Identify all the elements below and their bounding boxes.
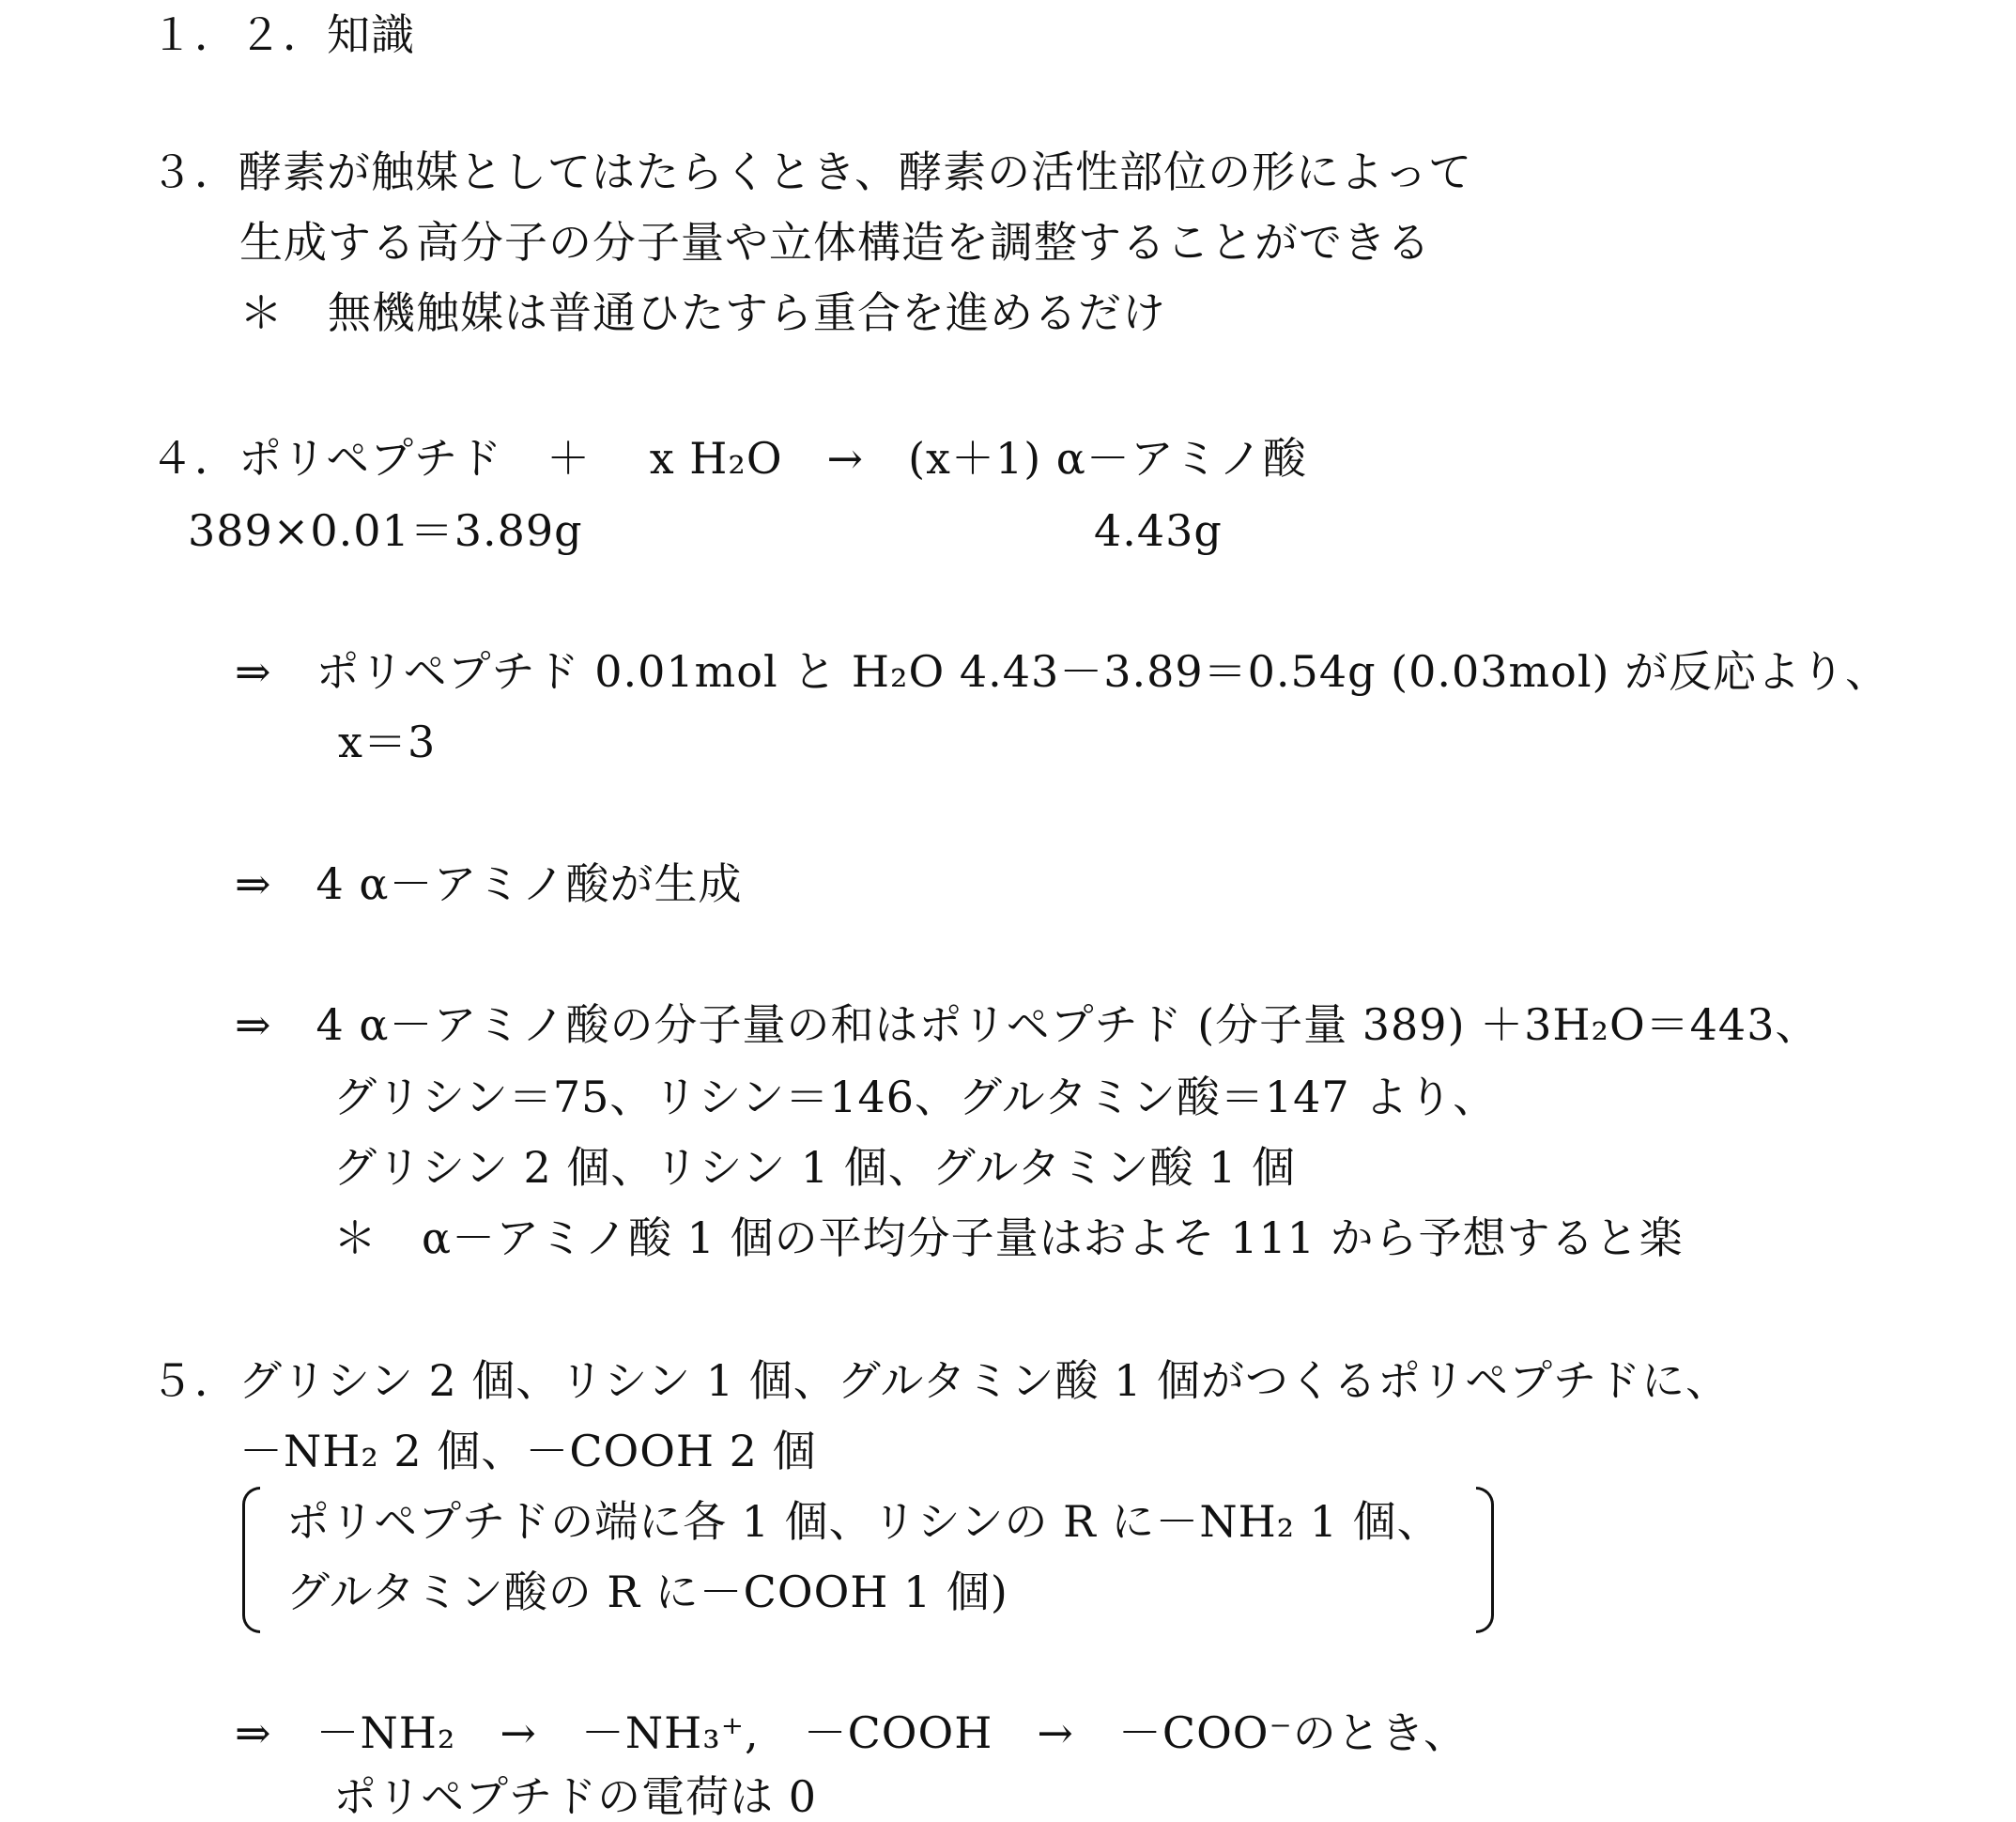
q5-bracket-left [242,1487,260,1633]
q12-line: １．２．知識 [150,9,415,60]
q4-equation: ４．ポリペプチド ＋ x H₂O → (x＋1) α－アミノ酸 [150,433,1307,484]
q4-step1-line-2: x＝3 [338,717,437,767]
q4-step1-line-1: ⇒ ポリペプチド 0.01mol と H₂O 4.43－3.89＝0.54g (0.03mol) が反応より、 [235,646,1890,697]
q4-mass-left: 389×0.01＝3.89g [188,505,583,556]
q4-step3-note: ＊ α－アミノ酸 1 個の平均分子量はおよそ 111 から予想すると楽 [333,1212,1684,1263]
q4-step3-line-2: グリシン＝75、リシン＝146、グルタミン酸＝147 より、 [333,1072,1498,1122]
q5-line-1: ５．グリシン 2 個、リシン 1 個、グルタミン酸 1 個がつくるポリペプチドに、 [150,1355,1731,1406]
q3-note: ＊ 無機触媒は普通ひたすら重合を進めるだけ [239,287,1166,338]
q5-step1-line-1: ⇒ －NH₂ → －NH₃⁺, －COOH → －COO⁻のとき、 [235,1707,1468,1758]
q5-bracket-line-1: ポリペプチドの端に各 1 個、リシンの R に－NH₂ 1 個、 [286,1496,1441,1547]
q5-step1-line-2: ポリペプチドの電荷は 0 [333,1771,817,1822]
q3-line-1: ３．酵素が触媒としてはたらくとき、酵素の活性部位の形によって [150,147,1473,197]
q5-line-2: －NH₂ 2 個、－COOH 2 個 [239,1426,817,1476]
q4-step2-line-1: ⇒ 4 α－アミノ酸が生成 [235,858,743,909]
q4-mass-right: 4.43g [1094,505,1223,556]
q5-bracket-line-2: グルタミン酸の R に－COOH 1 個) [286,1567,1008,1617]
q4-step3-line-3: グリシン 2 個、リシン 1 個、グルタミン酸 1 個 [333,1142,1297,1193]
q3-line-2: 生成する高分子の分子量や立体構造を調整することができる [239,217,1431,268]
q5-bracket-right [1476,1487,1494,1633]
q4-step3-line-1: ⇒ 4 α－アミノ酸の分子量の和はポリペプチド (分子量 389) ＋3H₂O＝443、 [235,999,1820,1050]
